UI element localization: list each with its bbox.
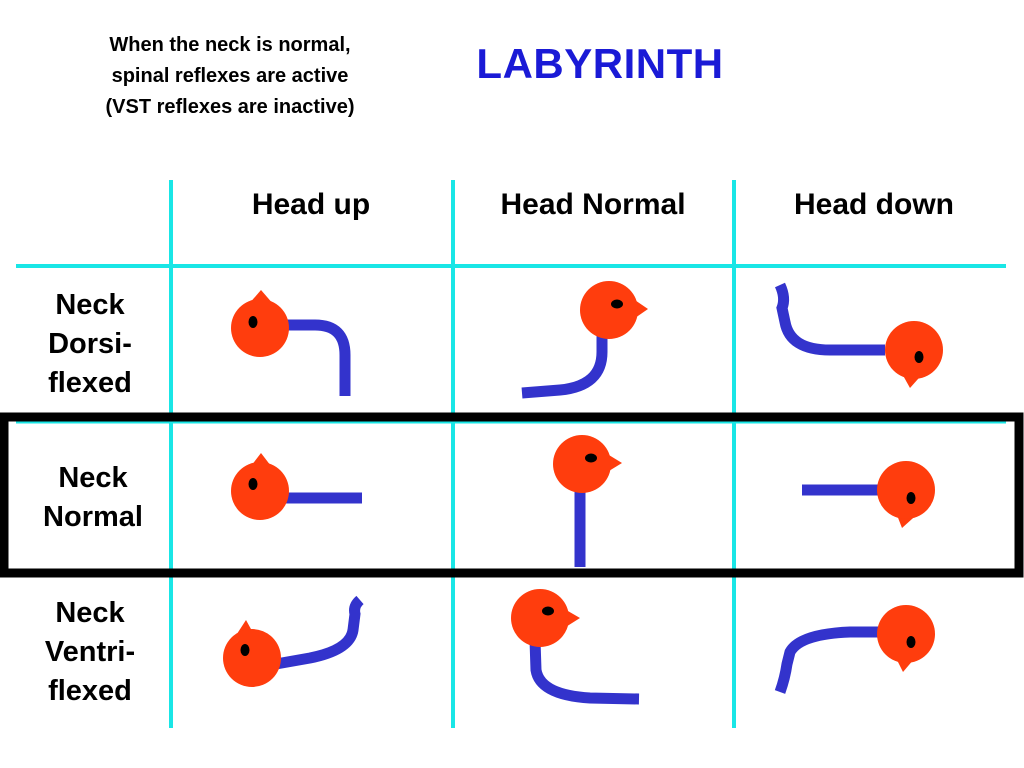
eye <box>915 351 924 363</box>
body-line <box>780 632 882 692</box>
animal-ventriflexed-head-down <box>780 605 935 692</box>
head <box>877 605 935 663</box>
animal-normal-head-down <box>802 461 935 528</box>
body-line <box>276 600 360 664</box>
animal-normal-head-normal <box>553 435 622 567</box>
head <box>885 321 943 379</box>
note-line-1: When the neck is normal, <box>109 34 351 56</box>
row-header-neck-dorsiflexed <box>0 286 180 403</box>
head <box>580 281 638 339</box>
eye <box>907 492 916 504</box>
head <box>553 435 611 493</box>
animal-ventriflexed-head-normal <box>511 589 639 699</box>
row-header-line: Neck <box>55 289 125 321</box>
row-header-line: Dorsi- <box>48 328 132 360</box>
eye <box>907 636 916 648</box>
row-header-line: Neck <box>55 597 125 629</box>
animal-dorsiflexed-head-down <box>780 285 943 388</box>
body-line <box>522 332 602 393</box>
eye <box>249 316 258 328</box>
head <box>223 629 281 687</box>
row-header-line: Ventri- <box>44 636 136 668</box>
column-header-head-down: Head down <box>793 188 954 221</box>
row-header-line: flexed <box>48 367 132 399</box>
row-header-neck-normal <box>3 459 183 537</box>
animal-normal-head-up <box>231 453 362 520</box>
animal-dorsiflexed-head-normal <box>522 281 648 393</box>
eye <box>542 607 554 616</box>
animal-dorsiflexed-head-up <box>231 290 345 396</box>
row-header-neck-ventriflexed <box>0 594 180 711</box>
note-line-2: spinal reflexes are active <box>111 65 349 87</box>
row-header-line: Normal <box>43 501 143 533</box>
row-header-line: Neck <box>58 462 128 494</box>
column-header-head-up: Head up <box>251 188 371 221</box>
animal-ventriflexed-head-up <box>223 600 360 687</box>
eye <box>611 300 623 309</box>
diagram-title: LABYRINTH <box>476 40 724 87</box>
head <box>877 461 935 519</box>
head <box>231 462 289 520</box>
note-line-3: (VST reflexes are inactive) <box>105 96 355 118</box>
head <box>231 299 289 357</box>
body-line <box>535 640 639 699</box>
eye <box>585 454 597 463</box>
body-line <box>285 325 345 396</box>
head <box>511 589 569 647</box>
eye <box>241 644 250 656</box>
row-header-line: flexed <box>48 675 132 707</box>
body-line <box>780 285 885 350</box>
eye <box>249 478 258 490</box>
column-header-head-normal: Head Normal <box>500 188 686 221</box>
